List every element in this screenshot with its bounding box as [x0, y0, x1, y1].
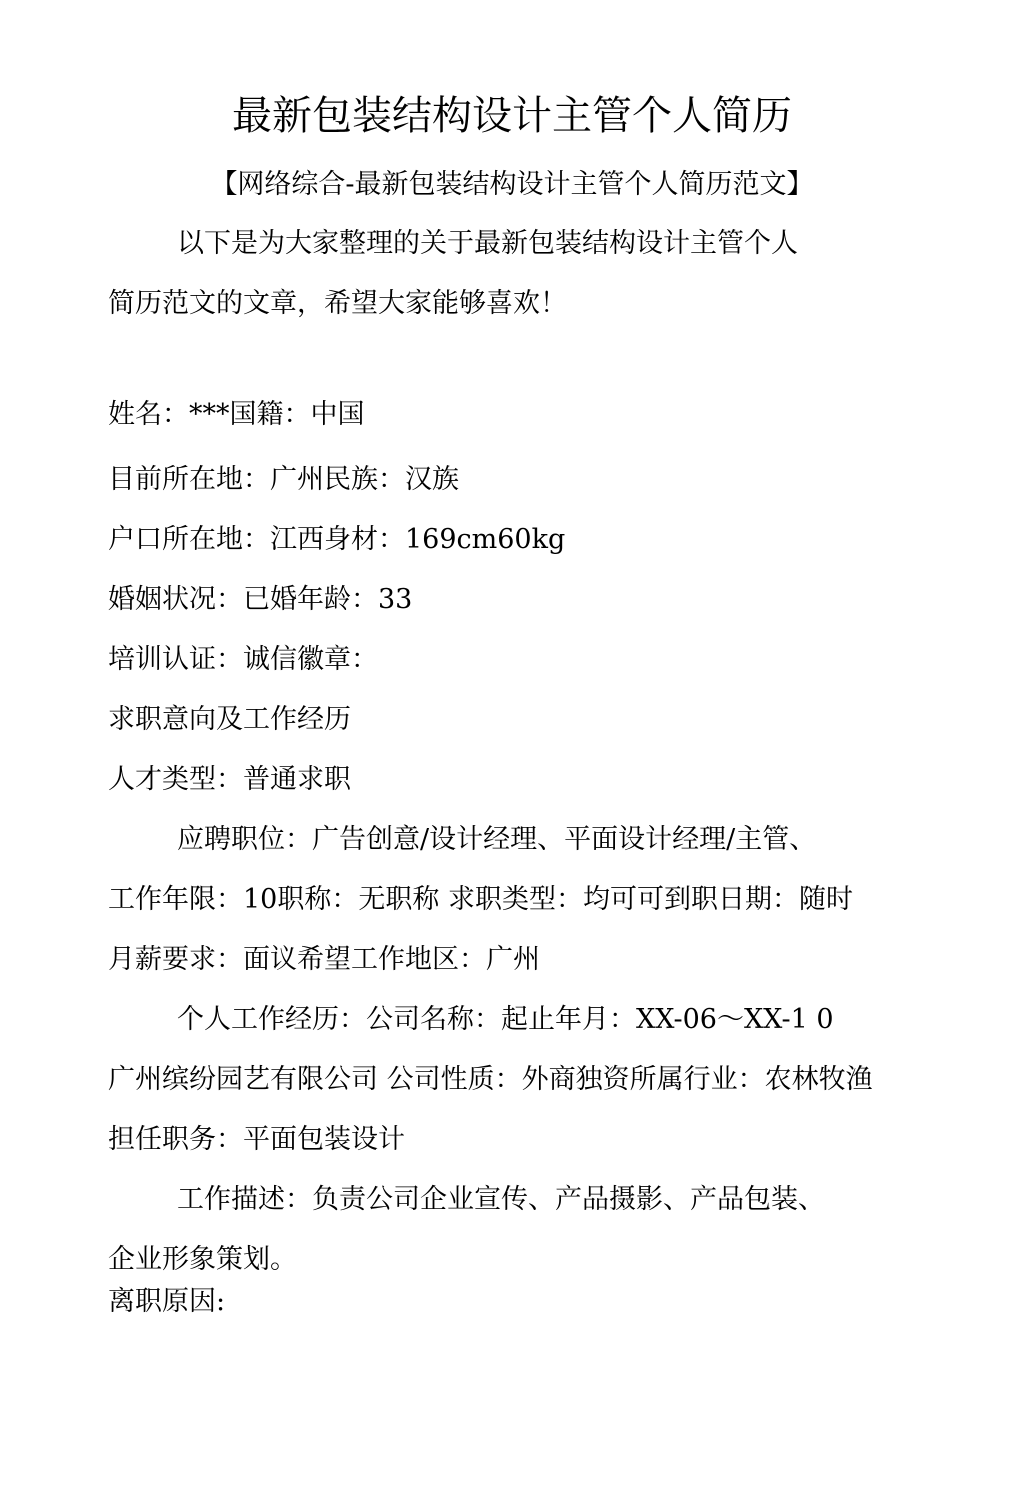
job-title-line: 担任职务：平面包装设计: [108, 1124, 405, 1155]
intro-paragraph-line: 以下是为大家整理的关于最新包装结构设计主管个人: [177, 228, 798, 259]
applied-position-line: 应聘职位：广告创意/设计经理、平面设计经理/主管、: [177, 824, 817, 855]
certification-line: 培训认证：诚信徽章：: [108, 644, 378, 675]
intro-paragraph-line: 简历范文的文章，希望大家能够喜欢！: [108, 288, 567, 319]
company-line: 广州缤纷园艺有限公司 公司性质：外商独资所属行业：农林牧渔: [108, 1064, 873, 1095]
work-years-line: 工作年限：10职称：无职称 求职类型：均可可到职日期：随时: [108, 884, 853, 915]
leaving-reason-line: 离职原因:: [108, 1286, 226, 1317]
job-description-line: 企业形象策划。: [108, 1244, 297, 1275]
page-title: 最新包装结构设计主管个人简历: [232, 93, 792, 139]
talent-type-line: 人才类型：普通求职: [108, 764, 351, 795]
work-history-line: 个人工作经历：公司名称：起止年月：XX-06～XX-1 0: [177, 1004, 834, 1035]
salary-location-line: 月薪要求：面议希望工作地区：广州: [108, 944, 540, 975]
page-subtitle: 【网络综合-最新包装结构设计主管个人简历范文】: [210, 169, 814, 200]
name-nationality-line: 姓名：***国籍：中国: [108, 399, 365, 430]
job-description-line: 工作描述：负责公司企业宣传、产品摄影、产品包装、: [177, 1184, 825, 1215]
marital-age-line: 婚姻状况：已婚年龄：33: [108, 584, 413, 615]
location-ethnicity-line: 目前所在地：广州民族：汉族: [108, 464, 459, 495]
section-heading: 求职意向及工作经历: [108, 704, 351, 735]
hukou-body-line: 户口所在地：江西身材：169cm60kg: [108, 524, 566, 555]
